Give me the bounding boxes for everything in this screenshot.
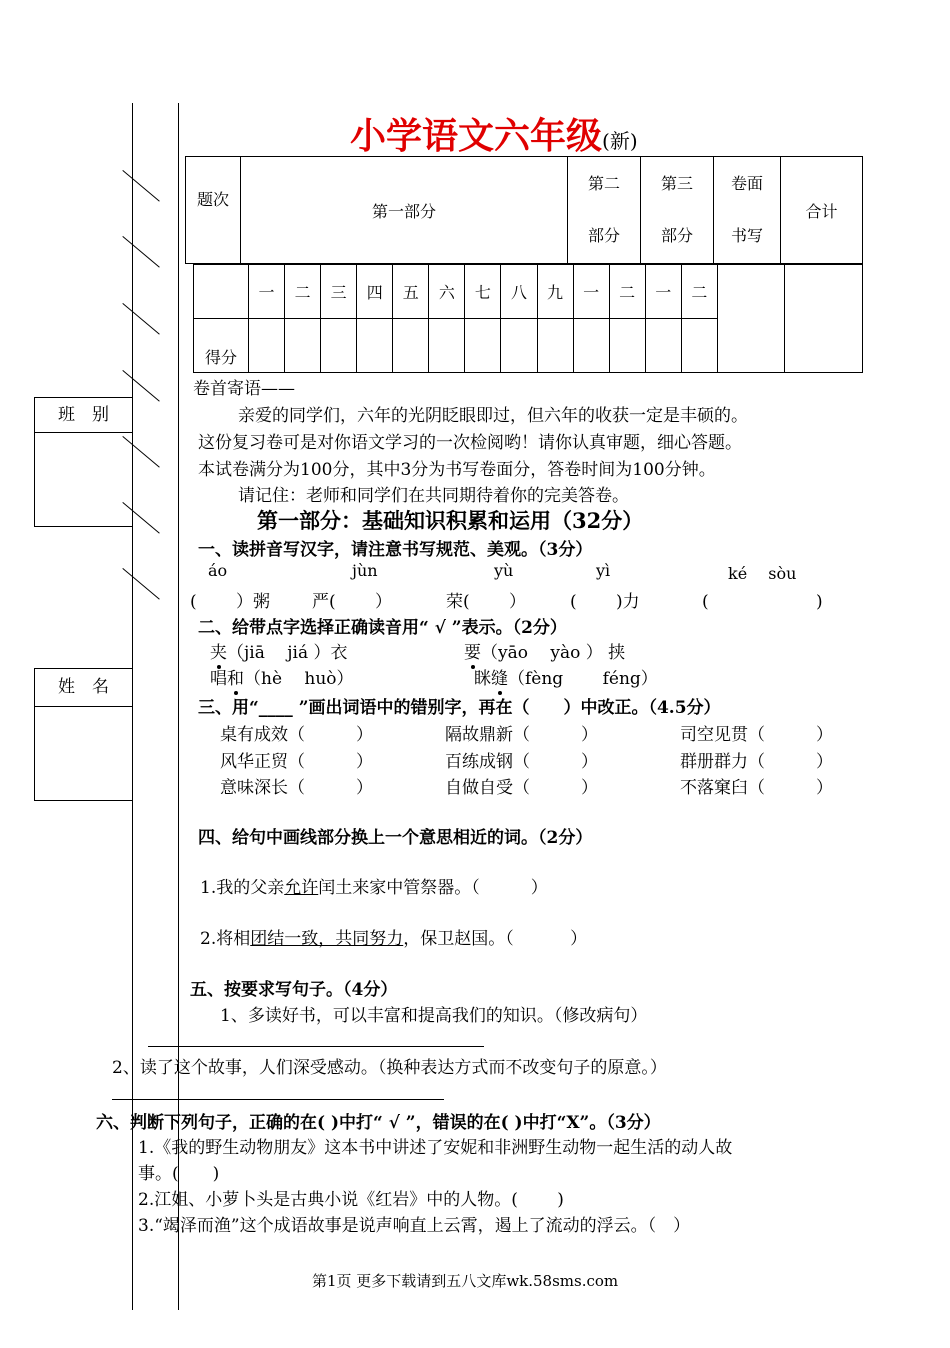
score-cell[interactable]: [609, 319, 645, 373]
q3-item[interactable]: 风华正贸（ ）: [220, 752, 373, 772]
q3-item[interactable]: 意味深长（ ）: [220, 778, 373, 798]
col-total: 合计: [781, 157, 863, 264]
q1-heading: 一、读拼音写汉字，请注意书写规范、美观。（3分）: [198, 540, 593, 560]
binding-slash: [122, 568, 159, 600]
score-table-body: [193, 264, 863, 373]
q-number: 九: [537, 265, 573, 319]
page-footer: 第1页 更多下载请到五八文库wk.58sms.com: [312, 1272, 619, 1290]
col-part2: 第二 部分: [568, 157, 641, 264]
q-number: 七: [465, 265, 501, 319]
q-number: 四: [357, 265, 393, 319]
q4-heading: 四、给句中画线部分换上一个意思相近的词。（2分）: [198, 828, 593, 848]
q3-item[interactable]: 不落窠臼（ ）: [680, 778, 833, 798]
q-number: 二: [285, 265, 321, 319]
class-box: [34, 397, 133, 527]
score-cell[interactable]: [321, 319, 357, 373]
q6-sentence: 1.《我的野生动物朋友》这本书中讲述了安妮和非洲野生动物一起生活的动人故: [138, 1138, 733, 1158]
page-title: 小学语文六年级(新): [350, 115, 638, 157]
name-box: [34, 668, 133, 801]
q3-item[interactable]: 隔故鼎新（ ）: [445, 725, 598, 745]
binding-slash: [122, 170, 159, 202]
q6-sentence[interactable]: 3.“竭泽而渔”这个成语故事是说声响直上云霄，遏上了流动的浮云。（ ）: [138, 1216, 691, 1236]
q1-answer[interactable]: ( )力: [570, 592, 640, 612]
answer-line[interactable]: [112, 1099, 444, 1100]
preface-text: 请记住：老师和同学们在共同期待着你的完美答卷。: [238, 486, 629, 506]
col-writing: 卷面 书写: [714, 157, 781, 264]
q-number: 六: [429, 265, 465, 319]
score-cell[interactable]: [393, 319, 429, 373]
q5-sentence: 2、读了这个故事，人们深受感动。（换种表达方式而不改变句子的原意。）: [112, 1058, 667, 1078]
q6-heading: 六、判断下列句子，正确的在( )中打“ √ ”，错误的在( )中打“X”。（3分）: [96, 1113, 661, 1133]
q2-item[interactable]: 夹（jiā jiá ）衣: [210, 643, 348, 663]
q2-item[interactable]: 眯缝（fèng féng）: [474, 669, 658, 689]
q1-pinyin: áo: [208, 561, 228, 580]
q2-heading: 二、给带点字选择正确读音用“ √ ”表示。（2分）: [198, 618, 567, 638]
title-suffix: (新): [602, 129, 638, 153]
col-part1: 第一部分: [241, 157, 568, 264]
score-cell[interactable]: [285, 319, 321, 373]
q2-item[interactable]: 唱和（hè huò）: [210, 669, 354, 689]
q1-answer[interactable]: 严( ）: [312, 592, 393, 612]
score-cell[interactable]: [645, 319, 681, 373]
col-part3: 第三 部分: [641, 157, 714, 264]
q-number: 八: [501, 265, 537, 319]
q-number: 三: [321, 265, 357, 319]
q3-item[interactable]: 自做自受（ ）: [445, 778, 598, 798]
q-number: 一: [573, 265, 609, 319]
score-corner: [194, 265, 249, 319]
preface-heading: 卷首寄语——: [193, 379, 295, 399]
score-table-header: [185, 156, 863, 264]
q1-pinyin: yì: [596, 561, 611, 580]
writing-score-cell[interactable]: [718, 265, 785, 373]
q5-sentence: 1、多读好书，可以丰富和提高我们的知识。（修改病句）: [220, 1006, 648, 1026]
preface-text: 亲爱的同学们，六年的光阴眨眼即过，但六年的收获一定是丰硕的。: [238, 406, 748, 426]
name-field[interactable]: [35, 707, 132, 800]
score-cell[interactable]: [357, 319, 393, 373]
q6-sentence[interactable]: 2.江姐、小萝卜头是古典小说《红岩》中的人物。( ): [138, 1190, 564, 1210]
part1-heading: 第一部分：基础知识积累和运用（32分）: [257, 508, 644, 533]
q-number: 一: [645, 265, 681, 319]
score-cell[interactable]: [573, 319, 609, 373]
name-label: 姓 名: [35, 669, 132, 707]
binding-slash: [122, 236, 159, 268]
q5-heading: 五、按要求写句子。（4分）: [190, 980, 398, 1000]
q6-sentence[interactable]: 事。( ): [138, 1164, 220, 1184]
class-label: 班 别: [35, 398, 132, 433]
q3-heading: 三、用“____ ”画出词语中的错别字，再在（ ）中改正。（4.5分）: [198, 698, 721, 718]
q4-sentence[interactable]: 1.我的父亲允许闰土来家中管祭器。（ ）: [200, 878, 548, 898]
q1-pinyin: ké sòu: [728, 564, 797, 583]
q1-answer[interactable]: ( ）粥: [190, 592, 271, 612]
q1-pinyin: jùn: [352, 561, 378, 580]
preface-text: 这份复习卷可是对你语文学习的一次检阅哟！请你认真审题，细心答题。: [198, 433, 742, 453]
score-cell[interactable]: [429, 319, 465, 373]
q3-item[interactable]: 桌有成效（ ）: [220, 725, 373, 745]
binding-slash: [122, 303, 159, 335]
q-number: 五: [393, 265, 429, 319]
q-number: 一: [249, 265, 285, 319]
q1-answer[interactable]: 荣( ）: [446, 592, 527, 612]
q1-pinyin: yù: [494, 561, 514, 580]
q-number: 二: [681, 265, 717, 319]
q3-item[interactable]: 司空见贯（ ）: [680, 725, 833, 745]
q-number: 二: [609, 265, 645, 319]
q2-item[interactable]: 要（yāo yào ） 挟: [464, 643, 626, 663]
score-cell[interactable]: [681, 319, 717, 373]
q4-sentence[interactable]: 2.将相团结一致，共同努力，保卫赵国。（ ）: [200, 929, 588, 949]
q1-answer[interactable]: ( ): [702, 592, 823, 612]
score-cell[interactable]: [465, 319, 501, 373]
score-cell[interactable]: [249, 319, 285, 373]
q3-item[interactable]: 群册群力（ ）: [680, 752, 833, 772]
total-score-cell[interactable]: [785, 265, 863, 373]
score-cell[interactable]: [501, 319, 537, 373]
q3-item[interactable]: 百练成钢（ ）: [445, 752, 598, 772]
class-field[interactable]: [35, 433, 132, 526]
answer-line[interactable]: [148, 1046, 484, 1047]
score-cell[interactable]: [537, 319, 573, 373]
score-label: 得分: [194, 319, 249, 373]
preface-text: 本试卷满分为100分，其中3分为书写卷面分，答卷时间为100分钟。: [198, 460, 716, 480]
col-question: 题次: [186, 157, 241, 264]
